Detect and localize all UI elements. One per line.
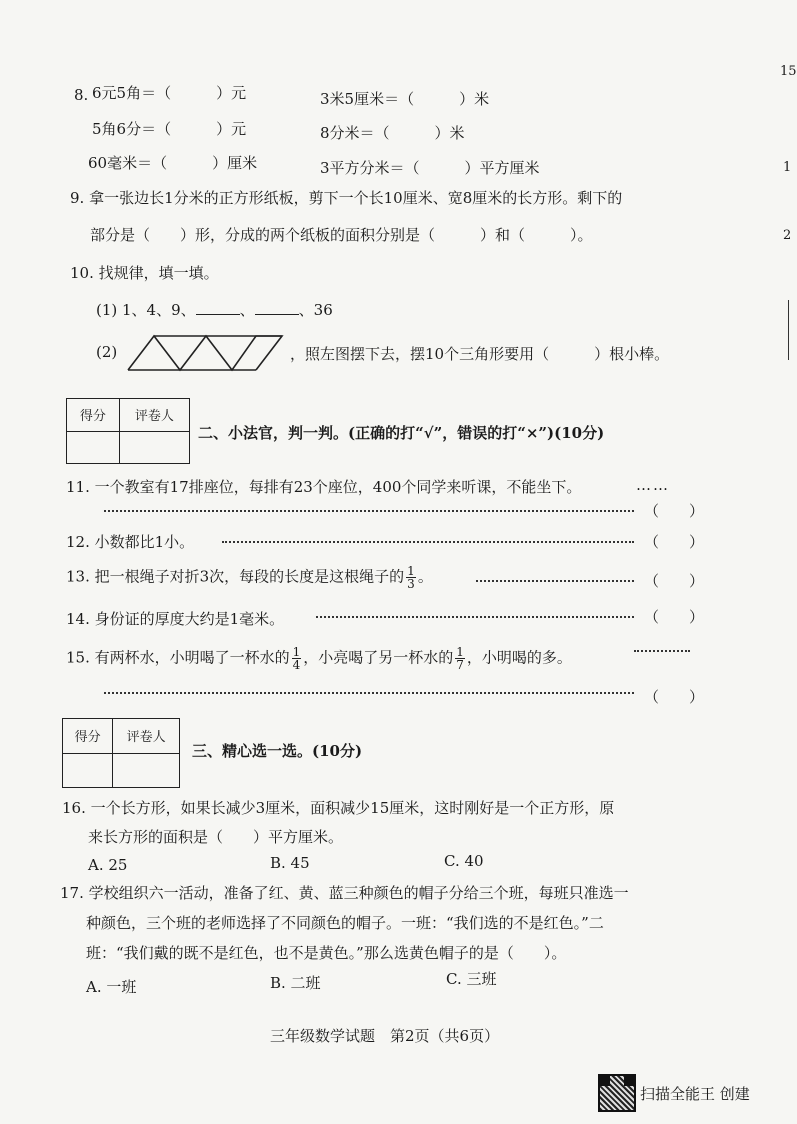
score-cell[interactable] [67,431,120,464]
qr-code-icon [598,1074,636,1112]
section-2-title: 二、小法官，判一判。(正确的打“√”，错误的打“×”)(10分) [198,424,605,442]
score-box-1 [66,398,190,464]
q8-item-3: 5角6分＝（ ）元 [92,120,247,138]
q11-leader [104,500,634,512]
q14-answer[interactable]: （ ） [644,608,705,626]
q9-line-2: 部分是（ ）形，分成的两个纸板的面积分别是（ ）和（ ）。 [90,226,593,244]
q8-item-5: 60毫米＝（ ）厘米 [88,154,258,172]
q15-fraction-2: $\frac{1}{7}$ [456,645,464,672]
q12-leader [222,531,634,543]
q8-item-6: 3平方分米＝（ ）平方厘米 [320,159,540,177]
section-3-title: 三、精心选一选。(10分) [192,742,363,760]
q15-text [66,646,572,671]
q8-number: 8. [74,86,89,104]
scanner-watermark: 扫描全能王 创建 [640,1085,750,1103]
q17-option-b[interactable]: B. 二班 [270,974,321,992]
pattern-zigzag [128,336,282,370]
page-footer: 三年级数学试题 第2页（共6页） [270,1027,500,1045]
q14-text: 14. 身份证的厚度大约是1毫米。 [66,610,285,628]
q8-item-1: 6元5角＝（ ）元 [92,84,247,102]
q17-option-c[interactable]: C. 三班 [446,970,497,988]
q12-text: 12. 小数都比1小。 [66,533,195,551]
q17-option-a[interactable]: A. 一班 [86,978,137,996]
q8-item-2: 3米5厘米＝（ ）米 [320,90,490,108]
q15-leader [104,682,634,694]
score-box-2 [62,718,180,788]
q15-part-b: ，小亮喝了另一杯水的 [303,648,454,667]
q16-option-c[interactable]: C. 40 [444,852,484,870]
q10-part2-text: ，照左图摆下去，摆10个三角形要用（ ）根小棒。 [290,345,670,363]
q13-text [66,565,433,590]
grader-cell[interactable] [119,431,189,464]
q11-answer[interactable]: （ ） [644,502,705,520]
q10-part2-label: (2) [96,343,118,361]
q15-part-a: 15. 有两杯水，小明喝了一杯水的 [66,648,290,667]
q11-leader-tail: …… [636,476,670,494]
q10-part1-label: (1) 1、4、9、 [96,301,196,319]
grader-label: 评卷人 [119,399,189,432]
q17-line-2: 种颜色，三个班的老师选择了不同颜色的帽子。一班：“我们选的不是红色。”二 [86,914,604,932]
q14-leader [316,606,634,618]
q16-option-a[interactable]: A. 25 [88,856,128,874]
score-label: 得分 [67,399,120,432]
q16-line-1: 16. 一个长方形，如果长减少3厘米，面积减少15厘米，这时刚好是一个正方形，原 [62,799,615,817]
q8-item-4: 8分米＝（ ）米 [320,124,465,142]
q15-fraction-1: $\frac{1}{4}$ [292,645,301,672]
q13-leader [476,570,634,582]
q10-title: 10. 找规律，填一填。 [70,264,219,282]
q15-part-c: ，小明喝的多。 [466,648,572,667]
score-cell-2[interactable] [63,753,113,788]
score-label-2: 得分 [63,719,113,754]
q13-pre: 13. 把一根绳子对折3次，每段的长度是这根绳子的 [66,567,405,586]
margin-bracket [788,300,795,360]
q10-blank-1[interactable] [196,300,240,315]
q17-line-1: 17. 学校组织六一活动，准备了红、黄、蓝三种颜色的帽子分给三个班，每班只准选一 [60,884,629,902]
q10-blank-2[interactable] [255,300,299,315]
q17-line-3: 班：“我们戴的既不是红色，也不是黄色。”那么选黄色帽子的是（ ）。 [86,944,567,962]
q10-part1: (1) 1、4、9、 、 、36 [96,301,333,319]
q16-option-b[interactable]: B. 45 [270,854,310,872]
q10-part1-end: 、36 [298,301,333,319]
q15-answer[interactable]: （ ） [644,688,705,706]
q13-fraction: $\frac{1}{3}$ [407,564,415,591]
triangle-pattern [124,332,284,374]
margin-mark-3: 2 [783,228,792,243]
q16-line-2: 来长方形的面积是（ ）平方厘米。 [88,828,344,846]
q13-answer[interactable]: （ ） [644,572,705,590]
q12-answer[interactable]: （ ） [644,533,705,551]
q15-leader-tail [634,640,690,652]
q11-text: 11. 一个教室有17排座位，每排有23个座位，400个同学来听课，不能坐下。 [66,478,582,496]
margin-mark-1: 15 [780,64,797,79]
grader-label-2: 评卷人 [113,719,180,754]
q9-line-1: 9. 拿一张边长1分米的正方形纸板，剪下一个长10厘米、宽8厘米的长方形。剩下的 [70,189,623,207]
grader-cell-2[interactable] [113,753,180,788]
q13-post: 。 [417,567,433,586]
margin-mark-2: 1 [783,160,792,175]
